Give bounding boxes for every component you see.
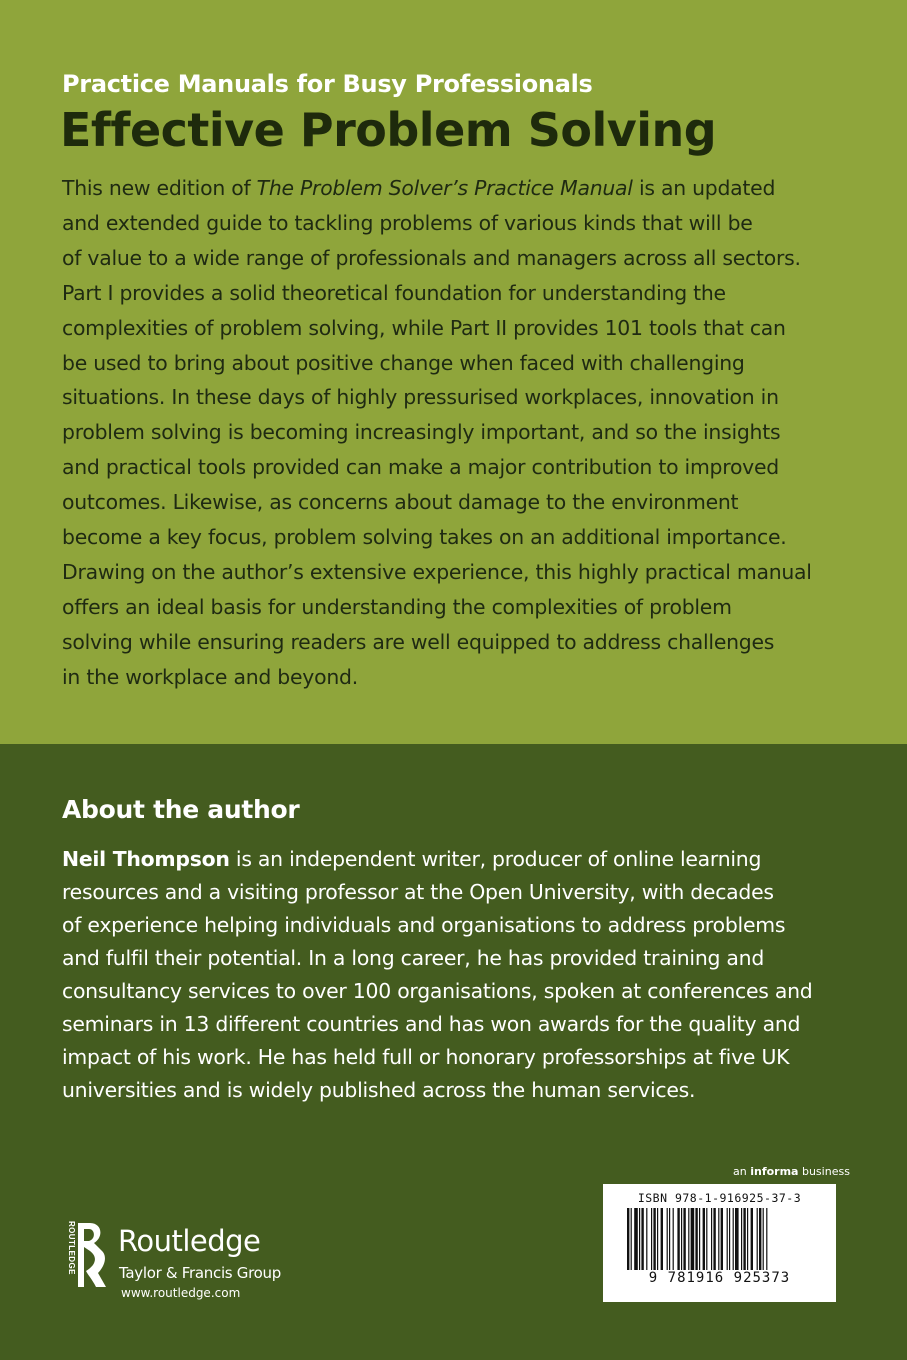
barcode-stripe: [661, 1208, 663, 1270]
bio-line: of experience helping individuals and organisations to address problems: [62, 913, 786, 937]
barcode-stripe: [688, 1208, 689, 1270]
publisher-name: Routledge: [118, 1224, 261, 1258]
description-line: problem solving is becoming increasingly important, and so the insights: [62, 420, 781, 445]
description-line: and practical tools provided can make a major contribution to improved: [62, 455, 779, 480]
informa-tagline: an informa business: [733, 1165, 850, 1178]
barcode-stripe: [751, 1208, 753, 1270]
bio-line: consultancy services to over 100 organisations, spoken at conferences and: [62, 979, 813, 1003]
barcode-stripe: [718, 1208, 719, 1270]
bio-line: Neil Thompson is an independent writer, producer of online learning: [62, 847, 762, 871]
about-author-heading: About the author: [62, 795, 300, 824]
barcode-stripe: [766, 1208, 767, 1270]
book-title: Effective Problem Solving: [60, 103, 717, 157]
barcode-stripe: [677, 1208, 679, 1270]
bio-line: universities and is widely published across the human services.: [62, 1078, 696, 1102]
barcode-bars: [627, 1208, 813, 1272]
barcode-stripe: [757, 1208, 758, 1270]
ean-digits: 9 781916 925373: [648, 1270, 791, 1286]
description-line: offers an ideal basis for understanding the complexities of problem: [62, 594, 732, 619]
description-line: This new edition of The Problem Solver’s Practice Manual is an updated: [62, 176, 776, 200]
barcode-stripe: [646, 1208, 647, 1270]
barcode-stripe: [681, 1208, 682, 1270]
barcode-stripe: [727, 1208, 728, 1270]
bio-line: seminars in 13 different countries and has won awards for the quality and: [62, 1012, 801, 1036]
barcode-stripe: [651, 1208, 652, 1270]
barcode-stripe: [627, 1208, 629, 1270]
barcode-stripe: [741, 1208, 742, 1270]
description-line: complexities of problem solving, while Part II provides 101 tools that can: [62, 315, 786, 340]
description-line: of value to a wide range of professionals and managers across all sectors.: [62, 245, 801, 270]
barcode-stripe: [631, 1208, 632, 1270]
vertical-brand-text: ROUTLEDGE: [67, 1221, 76, 1275]
barcode-stripe: [721, 1208, 723, 1270]
publisher-url[interactable]: www.routledge.com: [121, 1286, 241, 1300]
prior-edition-title: The Problem Solver’s Practice Manual: [256, 176, 633, 200]
description-line: outcomes. Likewise, as concerns about damage to the environment: [62, 490, 739, 515]
bio-line: resources and a visiting professor at the Open University, with decades: [62, 880, 774, 904]
barcode-stripe: [667, 1208, 668, 1270]
barcode-stripe: [706, 1208, 707, 1270]
barcode-stripe: [703, 1208, 705, 1270]
isbn-barcode: [603, 1184, 836, 1302]
barcode-stripe: [657, 1208, 658, 1270]
barcode-stripe: [713, 1208, 715, 1270]
bio-line: and fulfil their potential. In a long career, he has provided training and: [62, 946, 765, 970]
barcode-stripe: [759, 1208, 761, 1270]
barcode-stripe: [733, 1208, 734, 1270]
isbn-label: ISBN 978-1-916925-37-3: [637, 1191, 802, 1205]
description-line: Part I provides a solid theoretical foundation for understanding the: [62, 280, 726, 305]
barcode-stripe: [639, 1208, 640, 1270]
description-line: become a key focus, problem solving takes on an additional importance.: [62, 525, 787, 550]
publisher-group: Taylor & Francis Group: [119, 1264, 281, 1282]
barcode-stripe: [747, 1208, 748, 1270]
description-line: be used to bring about positive change when faced with challenging: [62, 350, 745, 375]
author-name: Neil Thompson: [62, 847, 230, 871]
description-line: and extended guide to tackling problems of various kinds that will be: [62, 210, 753, 235]
barcode-stripe: [763, 1208, 764, 1270]
description-line: in the workplace and beyond.: [62, 664, 358, 689]
routledge-logo-icon: [62, 1221, 112, 1291]
barcode-stripe: [735, 1208, 739, 1270]
description-line: situations. In these days of highly pressurised workplaces, innovation in: [62, 385, 779, 410]
barcode-stripe: [711, 1208, 712, 1270]
barcode-stripe: [673, 1208, 674, 1270]
bio-line: impact of his work. He has held full or honorary professorships at five UK: [62, 1045, 790, 1069]
description-line: Drawing on the author’s extensive experience, this highly practical manual: [62, 559, 812, 584]
barcode-stripe: [691, 1208, 695, 1270]
barcode-stripe: [653, 1208, 655, 1270]
book-description: [62, 171, 842, 695]
series-title: Practice Manuals for Busy Professionals: [62, 70, 593, 98]
barcode-stripe: [743, 1208, 745, 1270]
barcode-stripe: [683, 1208, 685, 1270]
barcode-stripe: [641, 1208, 643, 1270]
description-line: solving while ensuring readers are well equipped to address challenges: [62, 629, 775, 654]
barcode-stripe: [729, 1208, 730, 1270]
barcode-stripe: [699, 1208, 700, 1270]
author-bio: [62, 843, 842, 1107]
barcode-stripe: [669, 1208, 670, 1270]
barcode-stripe: [634, 1208, 638, 1270]
barcode-stripe: [695, 1208, 697, 1270]
